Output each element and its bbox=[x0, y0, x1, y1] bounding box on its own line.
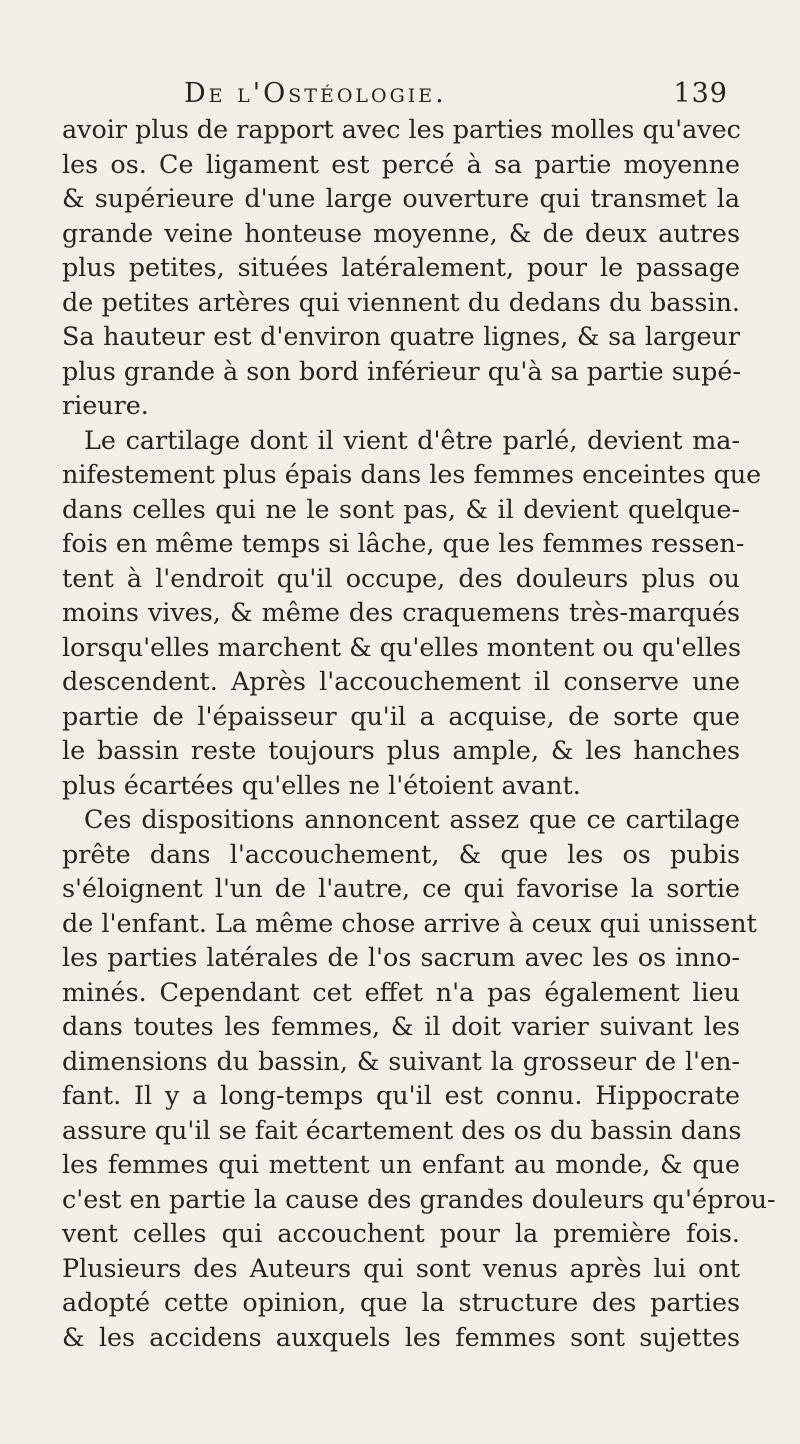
text-line: plus grande à son bord inférieur qu'à sa partie supé- bbox=[62, 355, 741, 386]
text-line: s'éloignent l'un de l'autre, ce qui favorise la sortie bbox=[62, 873, 740, 903]
text-line: & supérieure d'une large ouverture qui transmet la bbox=[62, 183, 740, 213]
text-line: prête dans l'accouchement, & que les os pubis bbox=[62, 838, 740, 869]
text-line: partie de l'épaisseur qu'il a acquise, de sorte que bbox=[62, 700, 740, 731]
text-line: vent celles qui accouchent pour la première fois. bbox=[62, 1218, 740, 1248]
text-line: dans toutes les femmes, & il doit varier suivant les bbox=[62, 1011, 740, 1041]
text-line: dans celles qui ne le sont pas, & il devient quelque- bbox=[62, 493, 740, 524]
text-line: rieure. bbox=[62, 390, 149, 420]
running-title: De l'Ostéologie. bbox=[184, 78, 447, 109]
text-line: plus petites, situées latéralement, pour le passage bbox=[62, 252, 740, 282]
running-head bbox=[62, 70, 740, 112]
text-line: grande veine honteuse moyenne, & de deux autres bbox=[62, 217, 740, 248]
text-line: fois en même temps si lâche, que les femmes ressen- bbox=[62, 528, 745, 558]
paragraph bbox=[62, 802, 776, 1354]
text-line: tent à l'endroit qu'il occupe, des douleurs plus ou bbox=[62, 562, 740, 593]
text-line: les femmes qui mettent un enfant au monde, & que bbox=[62, 1149, 740, 1179]
body-text bbox=[62, 112, 776, 1354]
text-line: les parties latérales de l'os sacrum avec les os inno- bbox=[62, 942, 740, 972]
text-line: descendent. Après l'accouchement il conserve une bbox=[62, 666, 740, 696]
text-line: nifestement plus épais dans les femmes enceintes que bbox=[62, 459, 762, 489]
text-line: fant. Il y a long-temps qu'il est connu. Hippocrate bbox=[62, 1080, 740, 1110]
text-line: avoir plus de rapport avec les parties molles qu'avec bbox=[62, 114, 741, 144]
text-line: minés. Cependant cet effet n'a pas également lieu bbox=[62, 976, 740, 1007]
text-line: de l'enfant. La même chose arrive à ceux qui unissent bbox=[62, 907, 757, 938]
text-line: assure qu'il se fait écartement des os du bassin dans bbox=[62, 1114, 742, 1145]
text-line: moins vives, & même des craquemens très-marqués bbox=[62, 597, 740, 627]
text-line: adopté cette opinion, que la structure des parties bbox=[62, 1287, 740, 1317]
text-line: lorsqu'elles marchent & qu'elles montent ou qu'elles bbox=[62, 631, 741, 662]
paragraph bbox=[62, 112, 740, 423]
page-number: 139 bbox=[673, 78, 728, 109]
text-line: le bassin reste toujours plus ample, & les hanches bbox=[62, 735, 740, 765]
paragraph bbox=[62, 423, 762, 803]
text-line: de petites artères qui viennent du dedans du bassin. bbox=[62, 286, 740, 317]
text-line: Ces dispositions annoncent assez que ce cartilage bbox=[84, 804, 740, 834]
text-line: Sa hauteur est d'environ quatre lignes, & sa largeur bbox=[62, 321, 740, 351]
text-line: c'est en partie la cause des grandes douleurs qu'éprou- bbox=[62, 1183, 776, 1214]
text-line: plus écartées qu'elles ne l'étoient avant. bbox=[62, 769, 581, 800]
text-line: les os. Ce ligament est percé à sa partie moyenne bbox=[62, 148, 740, 179]
text-line: dimensions du bassin, & suivant la grosseur de l'en- bbox=[62, 1045, 740, 1076]
text-line: Plusieurs des Auteurs qui sont venus après lui ont bbox=[62, 1252, 740, 1283]
text-line: Le cartilage dont il vient d'être parlé, devient ma- bbox=[84, 424, 740, 455]
text-line: & les accidens auxquels les femmes sont sujettes bbox=[62, 1321, 740, 1352]
